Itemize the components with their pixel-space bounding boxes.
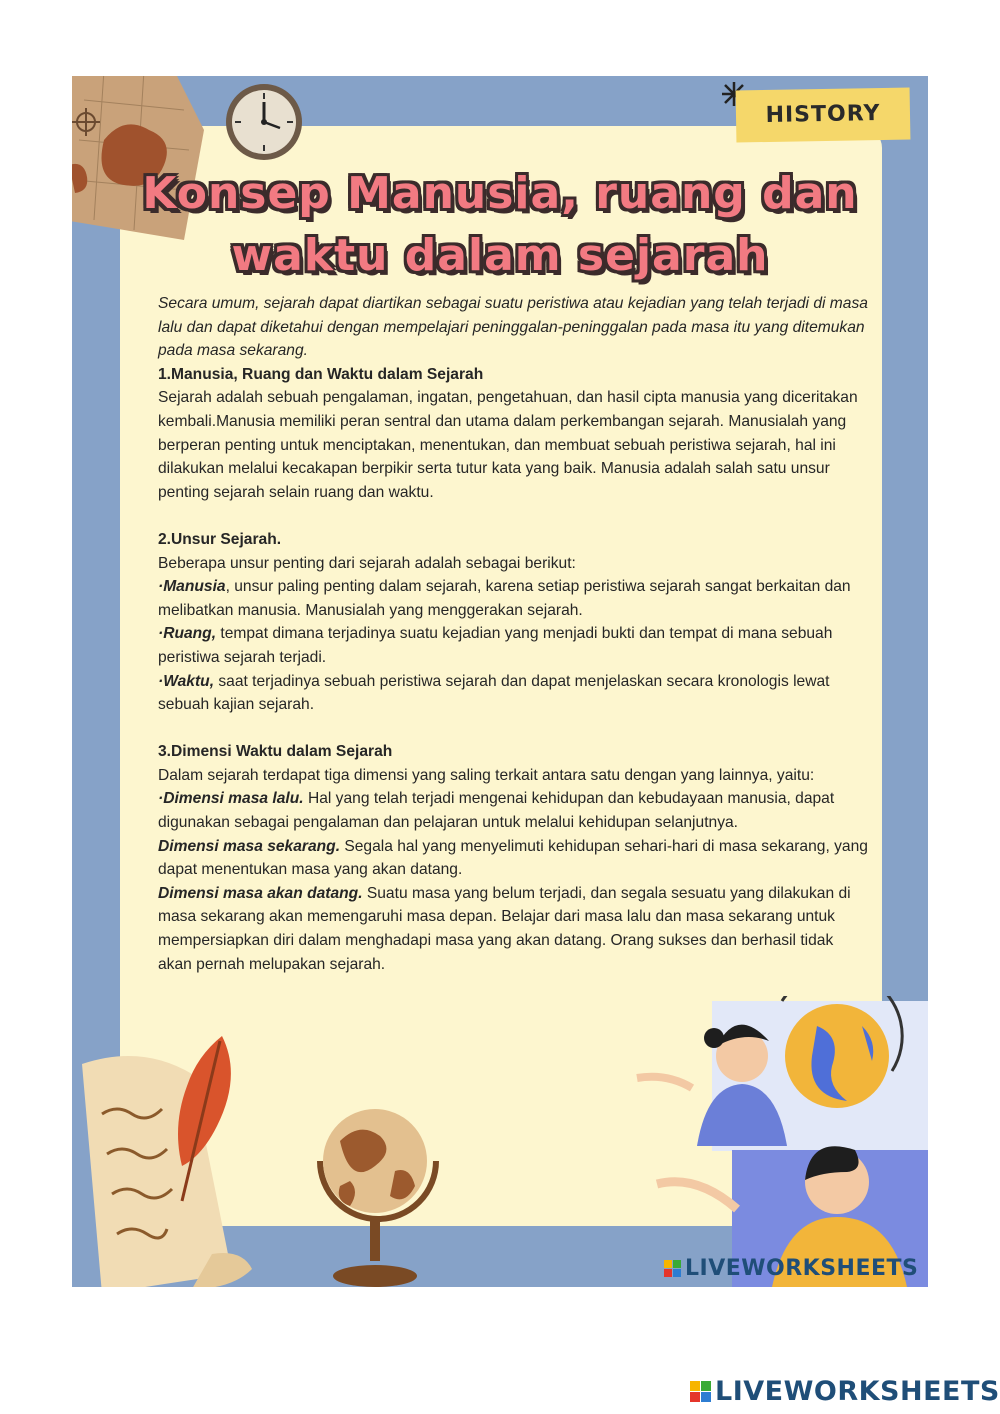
globe-icon [300,1081,450,1287]
term-waktu: ·Waktu, [158,672,215,690]
list-item: ·Dimensi masa lalu. Hal yang telah terjadi mengenai kehidupan dan kebudayaan manusia, dapat digunakan sebagai pengalaman dan pelajaran untuk melalui kehidupan selanjutnya. [158,790,835,832]
intro-paragraph: Secara umum, sejarah dapat diartikan sebagai suatu peristiwa atau kejadian yang telah terjadi di masa lalu dan dapat diketahui dengan mempelajari peninggalan-peninggalan pada masa itu yang ditemukan pada masa sekarang. [158,295,868,360]
watermark-outer: LIVEWORKSHEETS [690,1376,1000,1407]
liveworksheets-logo-icon [690,1381,711,1402]
watermark-inner: LIVEWORKSHEETS [664,1256,918,1281]
term-masa-sekarang: Dimensi masa sekarang. [158,837,341,855]
article-body [158,292,870,976]
section-3-lead: Dalam sejarah terdapat tiga dimensi yang saling terkait antara satu dengan yang lainnya, yaitu: [158,766,815,784]
title-line-2: waktu dalam sejarah [231,230,769,281]
title-line-1: Konsep Manusia, ruang dan [142,168,858,219]
section-3-heading: 3.Dimensi Waktu dalam Sejarah [158,743,393,761]
term-masa-akan-datang: Dimensi masa akan datang. [158,884,363,902]
feather-icon [162,1036,242,1206]
section-2-lead: Beberapa unsur penting dari sejarah adalah sebagai berikut: [158,554,576,572]
list-item: ·Waktu, saat terjadinya sebuah peristiwa sejarah dan dapat menjelaskan secara kronologis lewat sebuah kajian sejarah. [158,672,830,714]
liveworksheets-logo-icon [664,1260,681,1277]
term-manusia: ·Manusia [158,578,226,596]
clock-icon [224,82,304,162]
list-item: ·Manusia, unsur paling penting dalam sejarah, karena setiap peristiwa sejarah sangat berkaitan dan melibatkan manusia. Manusialah yang menggerakan sejarah. [158,578,851,619]
term-masa-lalu: ·Dimensi masa lalu. [158,790,304,808]
list-item: Dimensi masa akan datang. Suatu masa yang belum terjadi, dan segala sesuatu yang dilakukan di masa sekarang akan memengaruhi masa depan. Belajar dari masa lalu dan masa sekarang untuk mempersiapkan diri dalam menghadapi masa yang akan datang. Orang sukses dan berhasil tidak akan pernah melupakan sejarah. [158,884,851,973]
history-badge: HISTORY [736,87,911,142]
list-item: ·Ruang, tempat dimana terjadinya suatu kejadian yang menjadi bukti dan tempat di mana sebuah peristiwa sejarah terjadi. [158,625,833,666]
term-ruang: ·Ruang, [158,625,217,643]
section-1-heading: 1.Manusia, Ruang dan Waktu dalam Sejarah [158,365,484,383]
list-item: Dimensi masa sekarang. Segala hal yang menyelimuti kehidupan sehari-hari di masa sekarang, yang dapat menentukan masa yang akan datang. [158,837,868,879]
section-1-body: Sejarah adalah sebuah pengalaman, ingatan, pengetahuan, dan hasil cipta manusia yang diceritakan kembali.Manusia memiliki peran sentral dan utama dalam perkembangan sejarah. Manusialah yang berperan penting untuk menciptakan, menentukan, dan membuat sebuah peristiwa sejarah, hal ini dilakukan melalui kecakapan berpikir serta tutur kata yang baik. Manusia adalah salah satu unsur penting sejarah selain ruang dan waktu. [158,389,858,501]
section-2-heading: 2.Unsur Sejarah. [158,530,282,548]
